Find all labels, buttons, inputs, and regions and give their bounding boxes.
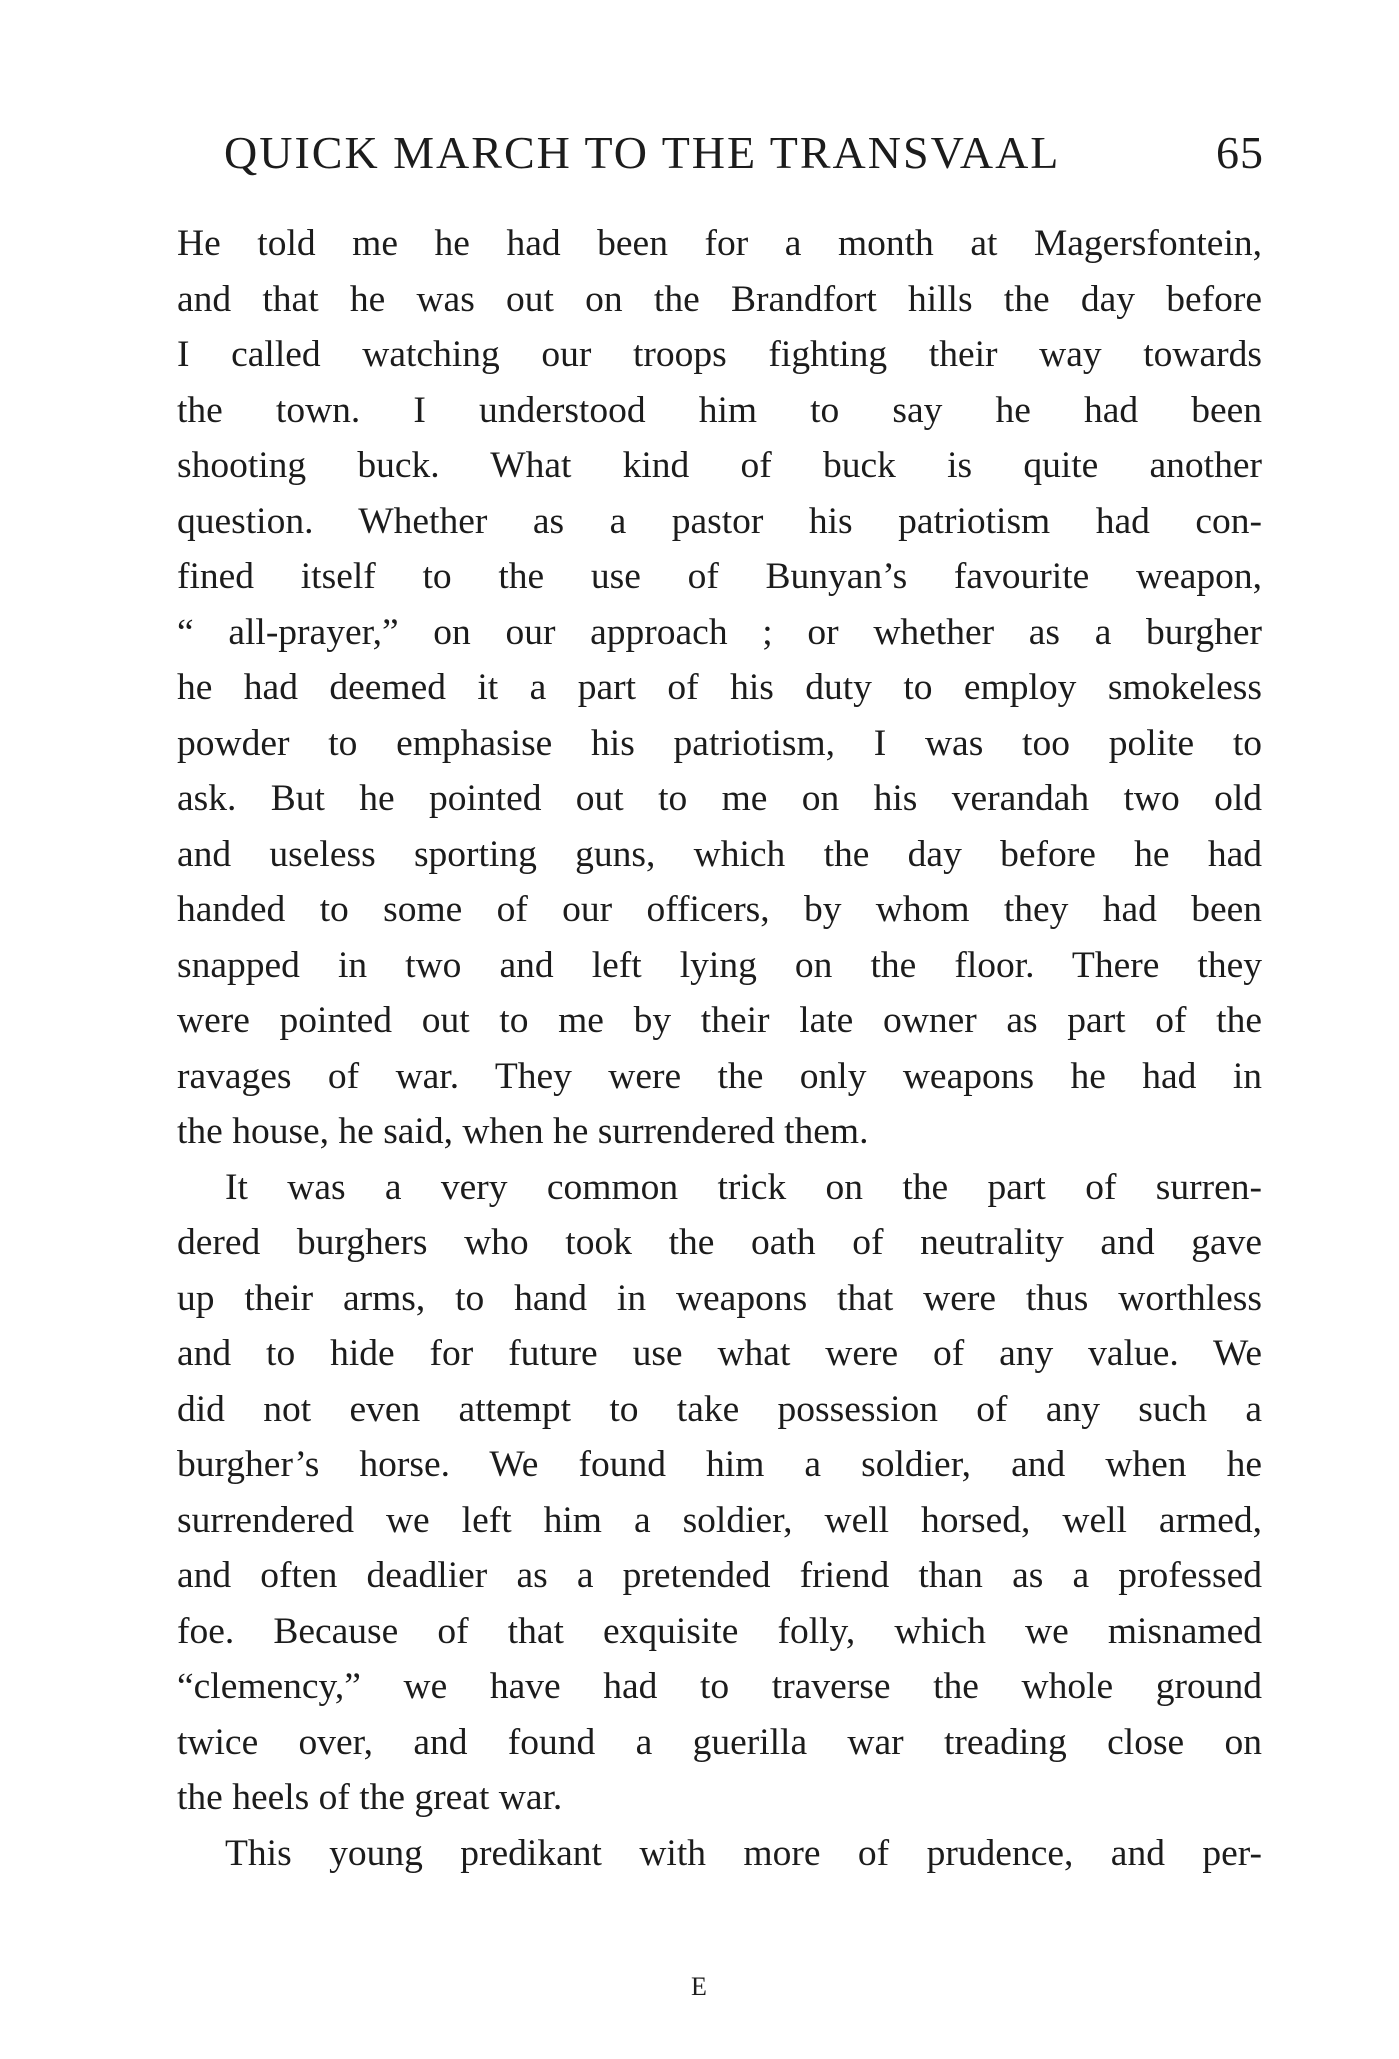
text-line: question. Whether as a pastor his patriotism had con- [177, 500, 1262, 542]
text-line: foe. Because of that exquisite folly, which we misnamed [177, 1610, 1262, 1652]
text-line: He told me he had been for a month at Magersfontein, [177, 223, 1262, 264]
text-line: the heels of the great war. [177, 1777, 563, 1818]
signature-mark: E [691, 1972, 708, 2001]
text-line: shooting buck. What kind of buck is quite another [177, 445, 1262, 486]
text-line: and to hide for future use what were of any value. We [177, 1333, 1262, 1374]
text-line: “clemency,” we have had to traverse the whole ground [177, 1666, 1262, 1707]
text-line: and useless sporting guns, which the day before he had [177, 833, 1262, 875]
text-line: twice over, and found a guerilla war treading close on [177, 1721, 1262, 1763]
text-line: dered burghers who took the oath of neutrality and gave [177, 1222, 1262, 1263]
text-line: It was a very common trick on the part of surren- [225, 1166, 1262, 1208]
body-text [177, 216, 1262, 1881]
page-number: 65 [1216, 127, 1264, 178]
text-line: surrendered we left him a soldier, well horsed, well armed, [177, 1499, 1262, 1541]
paragraph-1 [177, 216, 1262, 1160]
text-line: powder to emphasise his patriotism, I was too polite to [177, 722, 1262, 764]
text-line: snapped in two and left lying on the floor. There they [177, 944, 1262, 986]
text-line: and that he was out on the Brandfort hills the day before [177, 278, 1262, 320]
text-line: and often deadlier as a pretended friend than as a professed [177, 1555, 1262, 1596]
text-line: did not even attempt to take possession of any such a [177, 1388, 1262, 1430]
text-line: he had deemed it a part of his duty to employ smokeless [177, 667, 1262, 708]
paragraph-3 [177, 1826, 1262, 1882]
running-title: QUICK MARCH TO THE TRANSVAAL [224, 127, 1061, 178]
text-line: burgher’s horse. We found him a soldier, and when he [177, 1444, 1262, 1485]
text-line: This young predikant with more of prudence, and per- [225, 1832, 1262, 1874]
paragraph-2 [177, 1160, 1262, 1826]
text-line: I called watching our troops fighting their way towards [177, 334, 1262, 375]
text-line: ravages of war. They were the only weapons he had in [177, 1055, 1262, 1097]
text-line: were pointed out to me by their late owner as part of the [177, 1000, 1262, 1041]
text-line: the town. I understood him to say he had been [177, 389, 1262, 431]
running-head [224, 118, 1264, 188]
text-line: fined itself to the use of Bunyan’s favourite weapon, [177, 556, 1262, 597]
text-line: up their arms, to hand in weapons that were thus worthless [177, 1277, 1262, 1319]
text-line: handed to some of our officers, by whom they had been [177, 889, 1262, 930]
text-line: ask. But he pointed out to me on his verandah two old [177, 778, 1262, 819]
text-line: the house, he said, when he surrendered them. [177, 1111, 869, 1152]
text-line: “ all-prayer,” on our approach ; or whether as a burgher [177, 611, 1262, 653]
